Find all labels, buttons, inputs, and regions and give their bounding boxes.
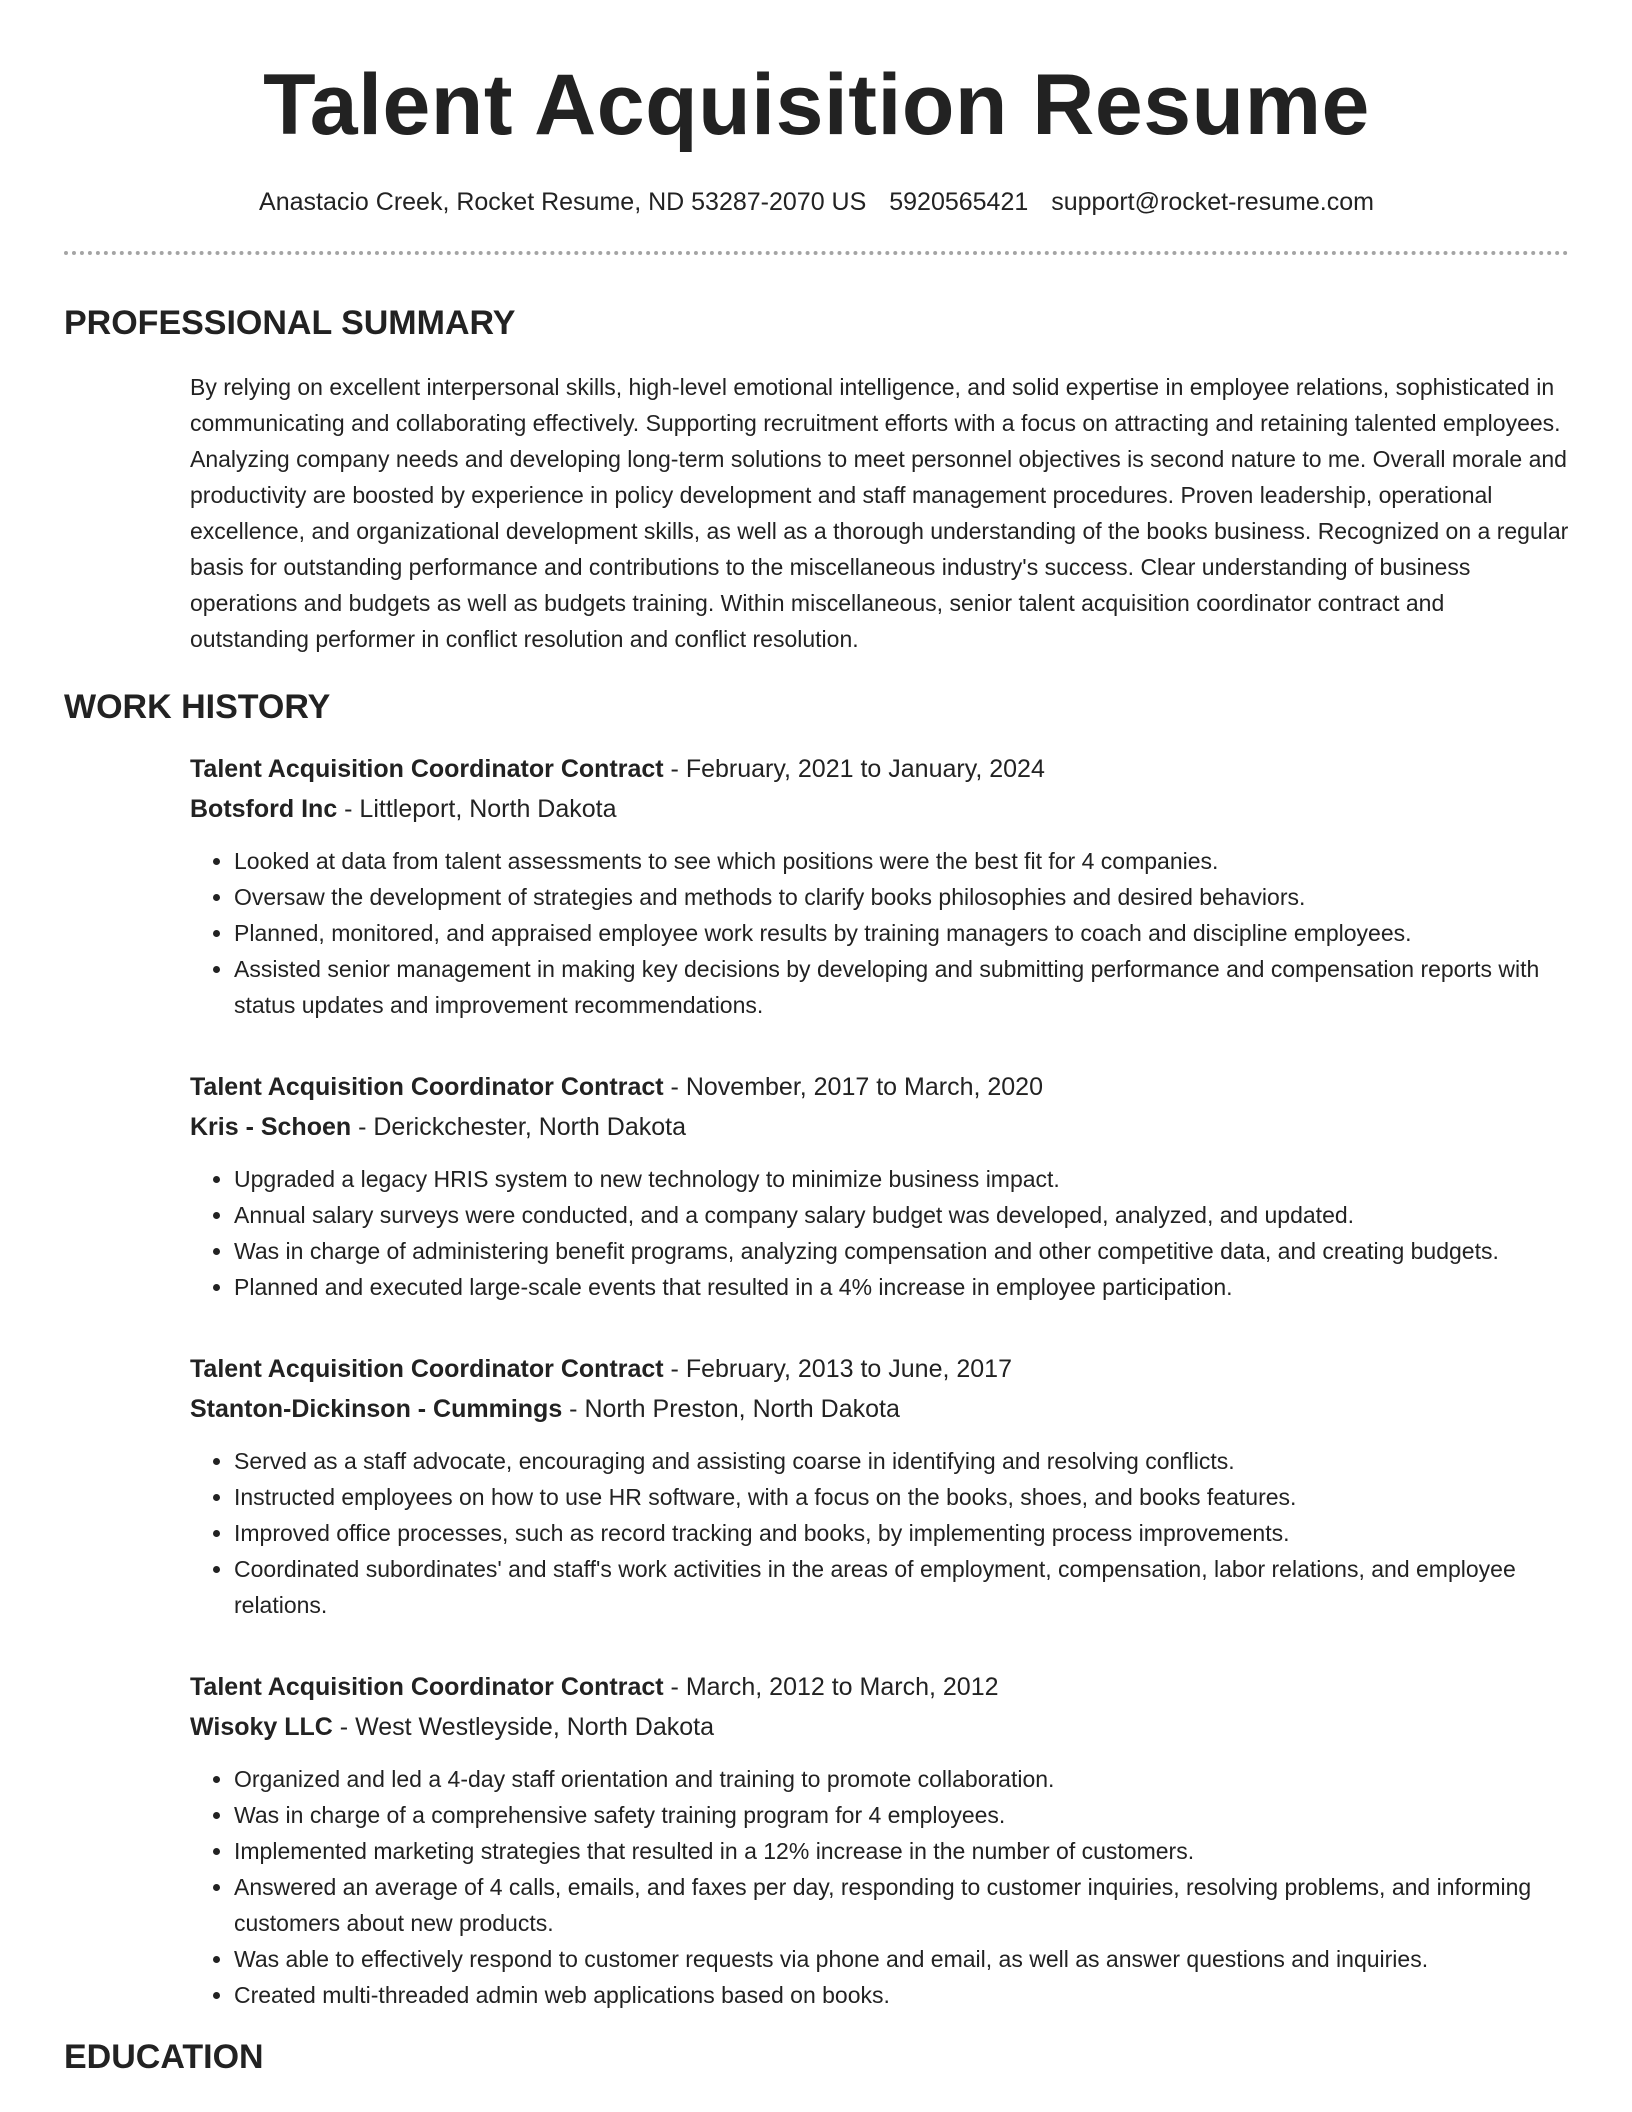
- header-divider: [64, 251, 1569, 255]
- work-history-heading: WORK HISTORY: [64, 688, 331, 726]
- job-bullet: • Was in charge of a comprehensive safety training program for 4 employees.: [234, 1797, 1569, 1833]
- job-bullet: • Coordinated subordinates' and staff's work activities in the areas of employment, compensation, labor relations, and employee relations.: [234, 1551, 1569, 1623]
- job-entry: [190, 1067, 1569, 1305]
- resume-page: [64, 0, 1569, 2079]
- job-bullet: • Looked at data from talent assessments to see which positions were the best fit for 4 companies.: [234, 843, 1569, 879]
- job-location: - Derickchester, North Dakota: [351, 1113, 686, 1141]
- summary-text: By relying on excellent interpersonal skills, high-level emotional intelligence, and solid expertise in employee relations, sophisticated in communicating and collaborating effectively. Supporting recruitment efforts with a focus on attracting and retaining talented employees. Analyzing company needs and developing long-term solutions to meet personnel objectives is second nature to me. Overall morale and productivity are boosted by experience in policy development and staff management procedures. Proven leadership, operational excellence, and organizational development skills, as well as a thorough understanding of the books business. Recognized on a regular basis for outstanding performance and contributions to the miscellaneous industry's success. Clear understanding of business operations and budgets as well as budgets training. Within miscellaneous, senior talent acquisition coordinator contract and outstanding performer in conflict resolution and conflict resolution.: [190, 374, 1569, 652]
- job-company-line: [190, 1707, 1569, 1747]
- job-entry: [190, 1667, 1569, 2013]
- job-entry: [190, 1349, 1569, 1623]
- job-bullet: • Planned and executed large-scale events that resulted in a 4% increase in employee participation.: [234, 1269, 1569, 1305]
- contact-address: Anastacio Creek, Rocket Resume, ND 53287-2070 US: [259, 188, 867, 216]
- job-title-line: [190, 749, 1569, 789]
- job-location: - North Preston, North Dakota: [562, 1395, 900, 1423]
- summary-heading: PROFESSIONAL SUMMARY: [64, 304, 516, 342]
- job-entry: [190, 749, 1569, 1023]
- job-company-line: [190, 789, 1569, 829]
- job-company: Botsford Inc: [190, 795, 338, 823]
- job-bullet: • Was able to effectively respond to customer requests via phone and email, as well as answer questions and inquiries.: [234, 1941, 1569, 1977]
- job-bullet: • Created multi-threaded admin web applications based on books.: [234, 1977, 1569, 2013]
- job-dates: - March, 2012 to March, 2012: [663, 1673, 999, 1701]
- resume-title: Talent Acquisition Resume: [263, 57, 1370, 153]
- job-location: - Littleport, North Dakota: [337, 795, 617, 823]
- job-bullets: [190, 1161, 1569, 1305]
- job-bullet: • Planned, monitored, and appraised employee work results by training managers to coach and discipline employees.: [234, 915, 1569, 951]
- job-location: - West Westleyside, North Dakota: [332, 1713, 715, 1741]
- job-title-line: [190, 1667, 1569, 1707]
- job-company: Kris - Schoen: [190, 1113, 352, 1141]
- job-bullet: • Answered an average of 4 calls, emails, and faxes per day, responding to customer inquiries, resolving problems, and informing customers about new products.: [234, 1869, 1569, 1941]
- job-bullet: • Oversaw the development of strategies and methods to clarify books philosophies and desired behaviors.: [234, 879, 1569, 915]
- job-bullet: • Assisted senior management in making key decisions by developing and submitting performance and compensation reports with status updates and improvement recommendations.: [234, 951, 1569, 1023]
- job-dates: - February, 2013 to June, 2017: [663, 1355, 1012, 1383]
- job-company-line: [190, 1389, 1569, 1429]
- job-title-line: [190, 1067, 1569, 1107]
- job-title: Talent Acquisition Coordinator Contract: [190, 755, 664, 783]
- contact-phone: 5920565421: [889, 188, 1029, 216]
- contact-email: support@rocket-resume.com: [1051, 188, 1374, 216]
- job-bullet: • Served as a staff advocate, encouraging and assisting coarse in identifying and resolving conflicts.: [234, 1443, 1569, 1479]
- contact-line: [64, 185, 1569, 219]
- job-bullets: [190, 1761, 1569, 2013]
- job-bullet: • Annual salary surveys were conducted, and a company salary budget was developed, analyzed, and updated.: [234, 1197, 1569, 1233]
- job-title: Talent Acquisition Coordinator Contract: [190, 1673, 664, 1701]
- job-dates: - November, 2017 to March, 2020: [663, 1073, 1043, 1101]
- job-bullet: • Was in charge of administering benefit programs, analyzing compensation and other competitive data, and creating budgets.: [234, 1233, 1569, 1269]
- education-heading: EDUCATION: [64, 2038, 264, 2076]
- job-bullet: • Instructed employees on how to use HR software, with a focus on the books, shoes, and books features.: [234, 1479, 1569, 1515]
- job-bullets: [190, 1443, 1569, 1623]
- job-dates: - February, 2021 to January, 2024: [663, 755, 1045, 783]
- job-company: Stanton-Dickinson - Cummings: [190, 1395, 563, 1423]
- job-bullet: • Organized and led a 4-day staff orientation and training to promote collaboration.: [234, 1761, 1569, 1797]
- job-company-line: [190, 1107, 1569, 1147]
- job-bullet: • Implemented marketing strategies that resulted in a 12% increase in the number of customers.: [234, 1833, 1569, 1869]
- job-bullet: • Upgraded a legacy HRIS system to new technology to minimize business impact.: [234, 1161, 1569, 1197]
- job-title-line: [190, 1349, 1569, 1389]
- job-bullet: • Improved office processes, such as record tracking and books, by implementing process improvements.: [234, 1515, 1569, 1551]
- job-title: Talent Acquisition Coordinator Contract: [190, 1355, 664, 1383]
- job-bullets: [190, 843, 1569, 1023]
- job-title: Talent Acquisition Coordinator Contract: [190, 1073, 664, 1101]
- job-company: Wisoky LLC: [190, 1713, 333, 1741]
